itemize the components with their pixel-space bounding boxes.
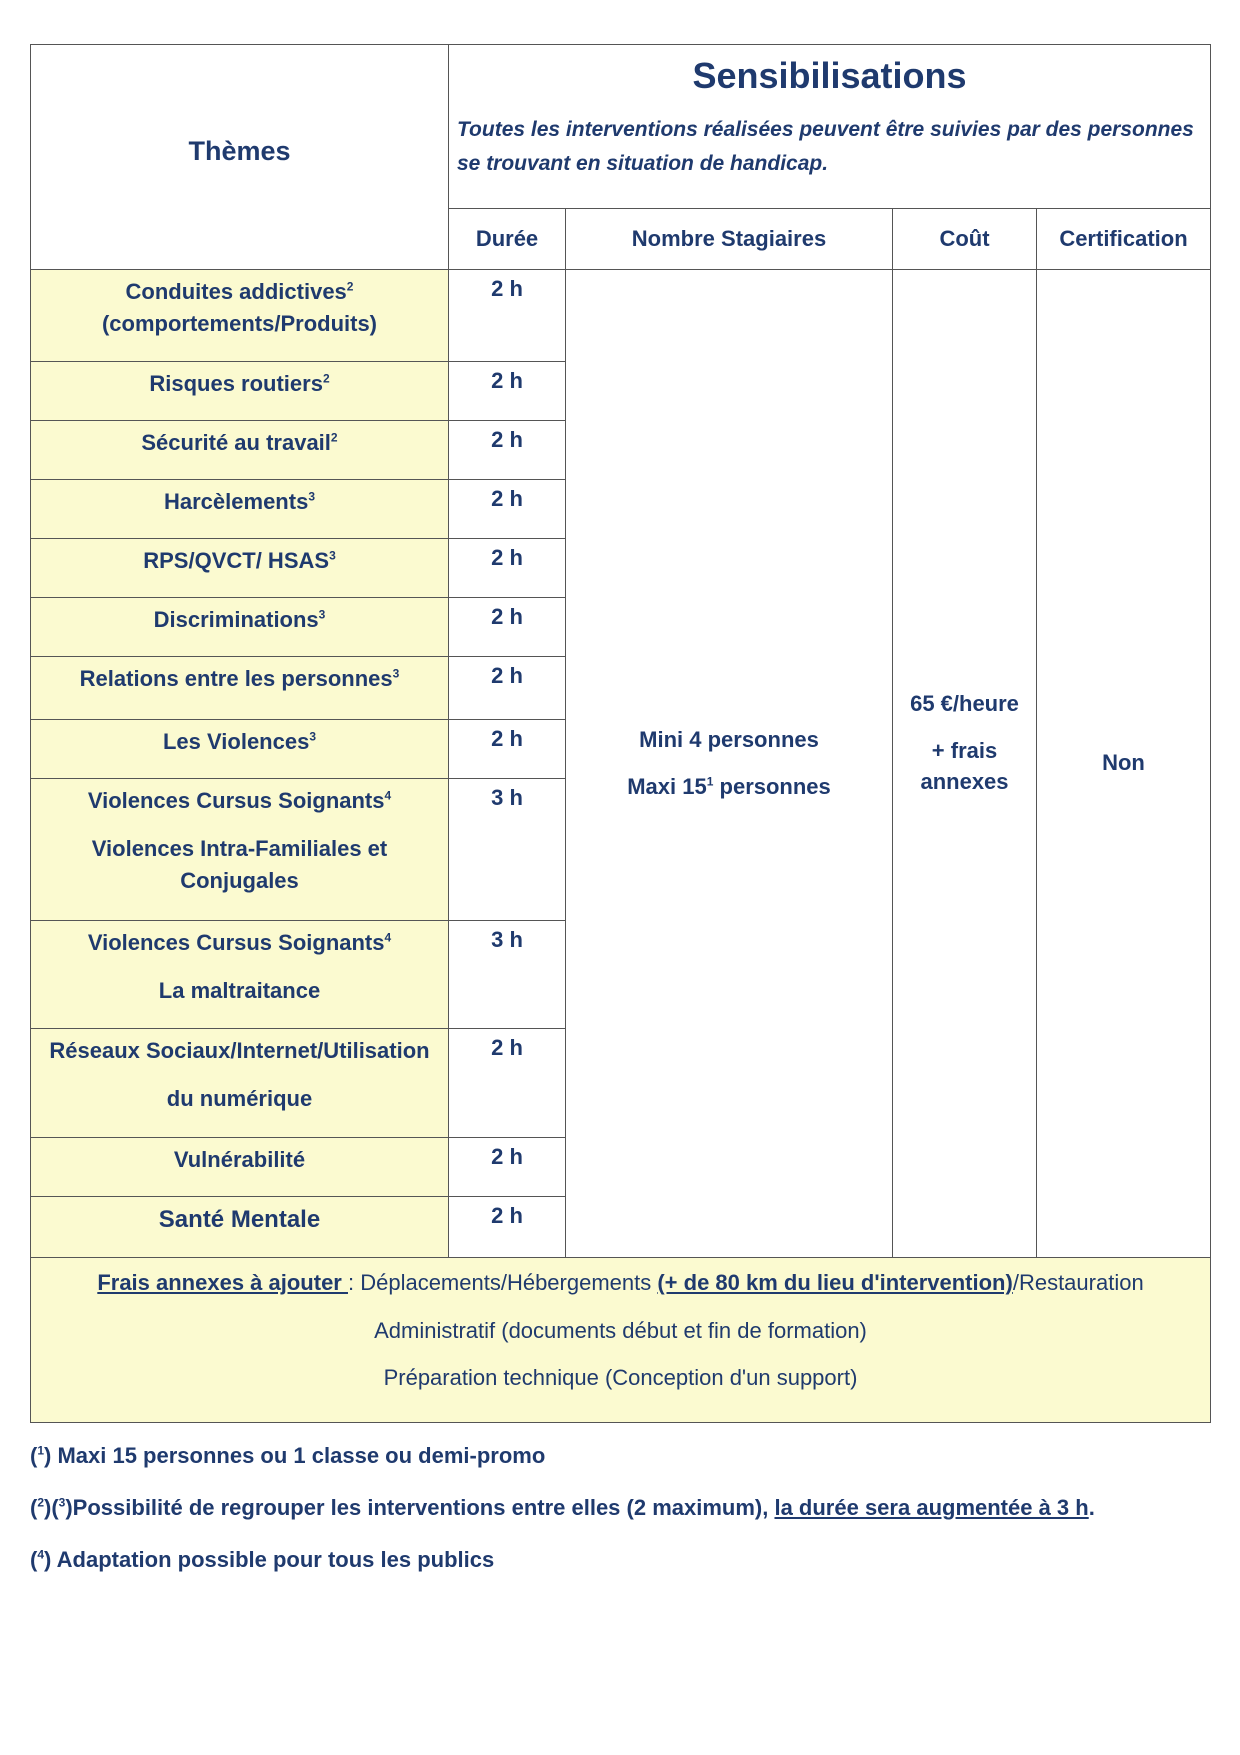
- frais-label: Frais annexes à ajouter: [97, 1270, 348, 1295]
- frais-line-2: Administratif (documents début et fin de formation): [374, 1317, 867, 1343]
- theme-row: [31, 421, 449, 480]
- footnote-ref: 2: [322, 371, 330, 386]
- footnote-underlined: la durée sera augmentée à 3 h: [774, 1495, 1089, 1520]
- cout-cell: [893, 270, 1037, 1258]
- duration-cell: 3 h: [449, 779, 566, 921]
- col-header-cout: Coût: [893, 209, 1037, 270]
- theme-row: [31, 539, 449, 598]
- footnote-1: ($^1$) Maxi 15 personnes ou 1 classe ou demi-promo: [30, 1443, 546, 1468]
- theme-label: Vulnérabilité: [173, 1147, 306, 1172]
- footnote-ref: 4: [384, 930, 392, 945]
- theme-row: [31, 1029, 449, 1138]
- duration-cell: 2 h: [449, 657, 566, 720]
- theme-label: Réseaux Sociaux/Internet/Utilisation: [49, 1038, 430, 1063]
- theme-label: Discriminations: [153, 607, 319, 632]
- theme-sublabel: Violences Intra-Familiales et Conjugales: [91, 835, 388, 893]
- frais-distance: (+ de 80 km du lieu d'intervention): [657, 1270, 1013, 1295]
- theme-label: Risques routiers: [149, 371, 323, 396]
- title-cell: [449, 45, 1211, 209]
- duration-cell: 2 h: [449, 598, 566, 657]
- subtitle: Toutes les interventions réalisées peuvent être suivies par des personnes se trouvant en situation de handicap.: [457, 118, 1194, 175]
- theme-row: [31, 480, 449, 539]
- duration-cell: 2 h: [449, 362, 566, 421]
- theme-row: [31, 270, 449, 362]
- footnote-ref: 2: [346, 279, 354, 294]
- duration-cell: 2 h: [449, 270, 566, 362]
- theme-label: Sécurité au travail: [141, 430, 331, 455]
- theme-label: RPS/QVCT/ HSAS: [143, 548, 330, 573]
- footnote-ref: 3: [308, 489, 315, 504]
- theme-label: Relations entre les personnes: [79, 666, 393, 691]
- theme-label: Les Violences: [162, 729, 310, 754]
- stagiaires-mini: Mini 4 personnes: [639, 726, 819, 752]
- stagiaires-cell: [566, 270, 893, 1258]
- document-page: [30, 44, 1210, 1599]
- footnote-ref: 3: [318, 607, 326, 622]
- cout-extra: + frais annexes: [920, 738, 1009, 794]
- theme-label: Violences Cursus Soignants: [87, 930, 385, 955]
- footnote-ref: 4: [384, 788, 392, 803]
- duration-cell: 2 h: [449, 720, 566, 779]
- theme-sublabel: du numérique: [166, 1085, 313, 1111]
- footnote-2-3: ($^2$)($^3$)Possibilité de regrouper les interventions entre elles (2 maximum), la durée sera augmentée à 3 h.: [30, 1495, 1095, 1520]
- theme-label: Santé Mentale: [158, 1206, 321, 1233]
- footnote-4: ($^4$) Adaptation possible pour tous les publics: [30, 1547, 495, 1572]
- stagiaires-maxi: Maxi $15^1$ personnes: [627, 773, 831, 799]
- theme-row: [31, 657, 449, 720]
- certification-value: Non: [1102, 750, 1145, 776]
- theme-row: [31, 1138, 449, 1197]
- footnotes: [30, 1443, 1210, 1573]
- theme-label: Conduites addictives: [125, 279, 347, 304]
- theme-row: [31, 921, 449, 1029]
- theme-row: [31, 779, 449, 921]
- duration-cell: 3 h: [449, 921, 566, 1029]
- frais-line-3: Préparation technique (Conception d'un support): [383, 1365, 858, 1391]
- theme-row: [31, 362, 449, 421]
- footnote-ref: 3: [392, 666, 400, 681]
- col-header-nombre: Nombre Stagiaires: [566, 209, 893, 270]
- duration-cell: 2 h: [449, 421, 566, 480]
- duration-cell: 2 h: [449, 480, 566, 539]
- duration-cell: 2 h: [449, 1197, 566, 1258]
- footnote-ref: 3: [309, 729, 317, 744]
- frais-line-1: Frais annexes à ajouter : Déplacements/Hébergements (+ de 80 km du lieu d'intervention)/Restauration: [97, 1270, 1144, 1295]
- col-header-certification: Certification: [1037, 209, 1211, 270]
- cout-rate: 65 €/heure: [910, 691, 1019, 717]
- theme-row: [31, 598, 449, 657]
- footnote-ref: 3: [329, 548, 336, 563]
- duration-cell: 2 h: [449, 1029, 566, 1138]
- theme-row: [31, 1197, 449, 1258]
- duration-cell: 2 h: [449, 1138, 566, 1197]
- duration-cell: 2 h: [449, 539, 566, 598]
- certification-cell: [1037, 270, 1211, 1258]
- footnote-ref: 2: [330, 430, 338, 445]
- theme-label: Violences Cursus Soignants: [87, 788, 385, 813]
- theme-sublabel: La maltraitance: [158, 977, 321, 1003]
- page-title: Sensibilisations: [692, 55, 967, 96]
- sensibilisations-table: [30, 44, 1211, 1423]
- theme-sublabel: (comportements/Produits): [101, 310, 378, 336]
- col-header-duree: Durée: [449, 209, 566, 270]
- theme-row: [31, 720, 449, 779]
- themes-header-label: Thèmes: [188, 135, 291, 166]
- theme-label: Harcèlements: [164, 489, 309, 514]
- themes-header: [31, 45, 449, 270]
- frais-annexes-cell: [31, 1258, 1211, 1423]
